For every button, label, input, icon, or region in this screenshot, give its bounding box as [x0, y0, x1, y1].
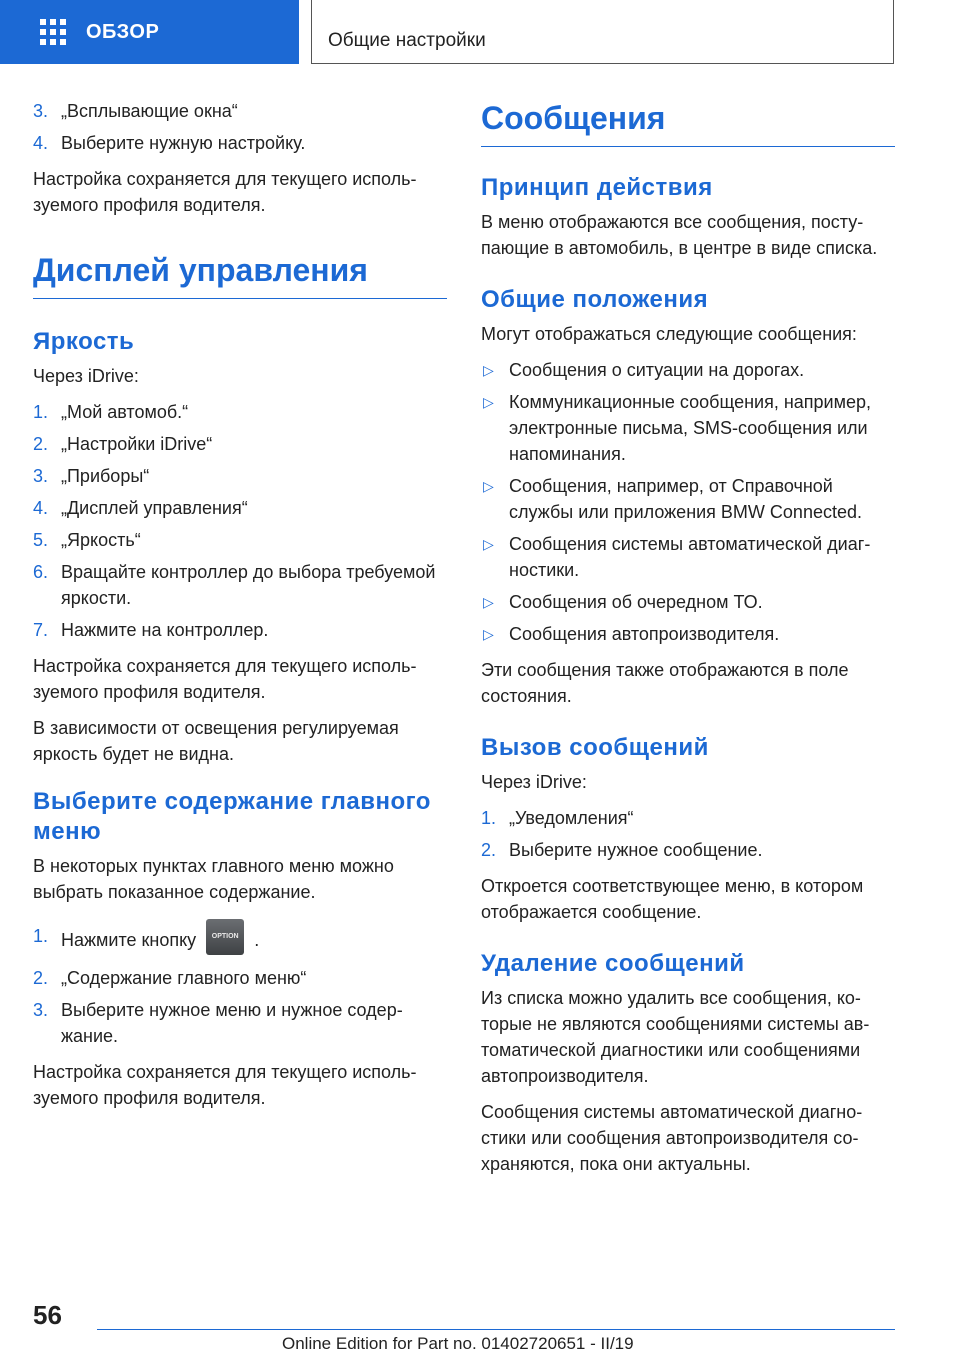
list-item: 1. „Мой автомоб.“ — [33, 402, 189, 422]
bullet-triangle-icon: ▷ — [483, 626, 494, 642]
paragraph: Эти сообщения также отображаются в поле состояния. — [481, 660, 849, 706]
paragraph: Из списка можно удалить все сообщения, которые не являются сообщениями системы автоматической диагностики или сообщениями автопроизводителя. — [481, 988, 870, 1086]
list-item: 3. „Приборы“ — [33, 466, 150, 486]
left-column — [33, 98, 447, 1121]
paragraph: Откроется соответствующее меню, в котором отображается сообщение. — [481, 876, 864, 922]
list-item: 4. „Дисплей управления“ — [33, 498, 248, 518]
message-types-list — [481, 357, 895, 647]
subsection-title-general: Общие положения — [481, 286, 709, 313]
subsection-title-principle: Принцип действия — [481, 174, 713, 201]
grid-menu-icon — [40, 19, 66, 45]
list-item: 1. Нажмите кнопку OPTION . — [33, 923, 447, 959]
list-item: 2. „Содержание главного меню“ — [33, 968, 307, 988]
list-item: 7. Нажмите на контроллер. — [33, 620, 269, 640]
call-steps — [481, 805, 895, 863]
paragraph: Настройка сохраняется для текущего используемого профиля водителя. — [33, 1062, 417, 1108]
brightness-steps — [33, 399, 447, 643]
bullet-triangle-icon: ▷ — [483, 362, 494, 378]
chapter-header — [311, 0, 894, 64]
list-item: 6. Вращайте контроллер до выбора требуемой яркости. — [33, 562, 436, 608]
paragraph: Настройка сохраняется для текущего используемого профиля водителя. — [33, 656, 417, 702]
footer-divider — [97, 1329, 895, 1330]
list-item: 4. Выберите нужную настройку. — [33, 133, 306, 153]
paragraph: Могут отображаться следующие сообщения: — [481, 324, 857, 344]
bullet-triangle-icon: ▷ — [483, 594, 494, 610]
section-title-messages: Сообщения — [481, 98, 895, 147]
chapter-title: Общие настройки — [328, 30, 486, 51]
list-item: ▷ Сообщения системы автоматической диагностики. — [481, 531, 895, 583]
overview-tab-label: ОБЗОР — [86, 20, 160, 43]
list-item: 5. „Яркость“ — [33, 530, 141, 550]
page-number: 56 — [33, 1300, 62, 1330]
paragraph: В меню отображаются все сообщения, поступающие в автомобиль, в центре в виде списка. — [481, 212, 878, 258]
list-item: ▷ Сообщения об очередном ТО. — [481, 589, 895, 615]
list-item: ▷ Сообщения, например, от Справочной службы или приложения BMW Connected. — [481, 473, 895, 525]
list-item: 2. Выберите нужное сообщение. — [481, 840, 763, 860]
subsection-title-main-menu: Выберите содержание главного меню — [33, 788, 431, 845]
paragraph: Сообщения системы автоматической диагностики или сообщения автопроизводителя сохраняются, пока они актуальны. — [481, 1102, 863, 1174]
paragraph: В зависимости от освещения регулируемая яркость будет не видна. — [33, 718, 399, 764]
list-item: ▷ Сообщения автопроизводителя. — [481, 621, 895, 647]
subsection-title-brightness: Яркость — [33, 328, 135, 355]
main-menu-steps — [33, 923, 447, 1049]
popup-steps — [33, 98, 447, 156]
paragraph: Через iDrive: — [481, 772, 587, 792]
bullet-triangle-icon: ▷ — [483, 478, 494, 494]
bullet-triangle-icon: ▷ — [483, 536, 494, 552]
paragraph: Настройка сохраняется для текущего используемого профиля водителя. — [33, 169, 417, 215]
list-item: 1. „Уведомления“ — [481, 808, 634, 828]
list-item: ▷ Сообщения о ситуации на дорогах. — [481, 357, 895, 383]
overview-tab[interactable] — [0, 0, 299, 64]
list-item: 3. Выберите нужное меню и нужное содержание. — [33, 1000, 403, 1046]
edition-note: Online Edition for Part no. 01402720651 - II/19 — [282, 1334, 634, 1353]
list-item: 2. „Настройки iDrive“ — [33, 434, 213, 454]
bullet-triangle-icon: ▷ — [483, 394, 494, 410]
section-title-control-display: Дисплей управления — [33, 250, 447, 299]
paragraph: Через iDrive: — [33, 366, 139, 386]
right-column — [481, 98, 895, 1187]
subsection-title-call-messages: Вызов сообщений — [481, 734, 709, 761]
list-item: 3. „Всплывающие окна“ — [33, 101, 238, 121]
paragraph: В некоторых пунктах главного меню можно выбрать показанное содержание. — [33, 856, 394, 902]
list-item: ▷ Коммуникационные сообщения, например, электронные письма, SMS-сообщения или напоминания. — [481, 389, 895, 467]
subsection-title-delete-messages: Удаление сообщений — [481, 950, 745, 977]
option-button-icon: OPTION — [206, 919, 244, 955]
